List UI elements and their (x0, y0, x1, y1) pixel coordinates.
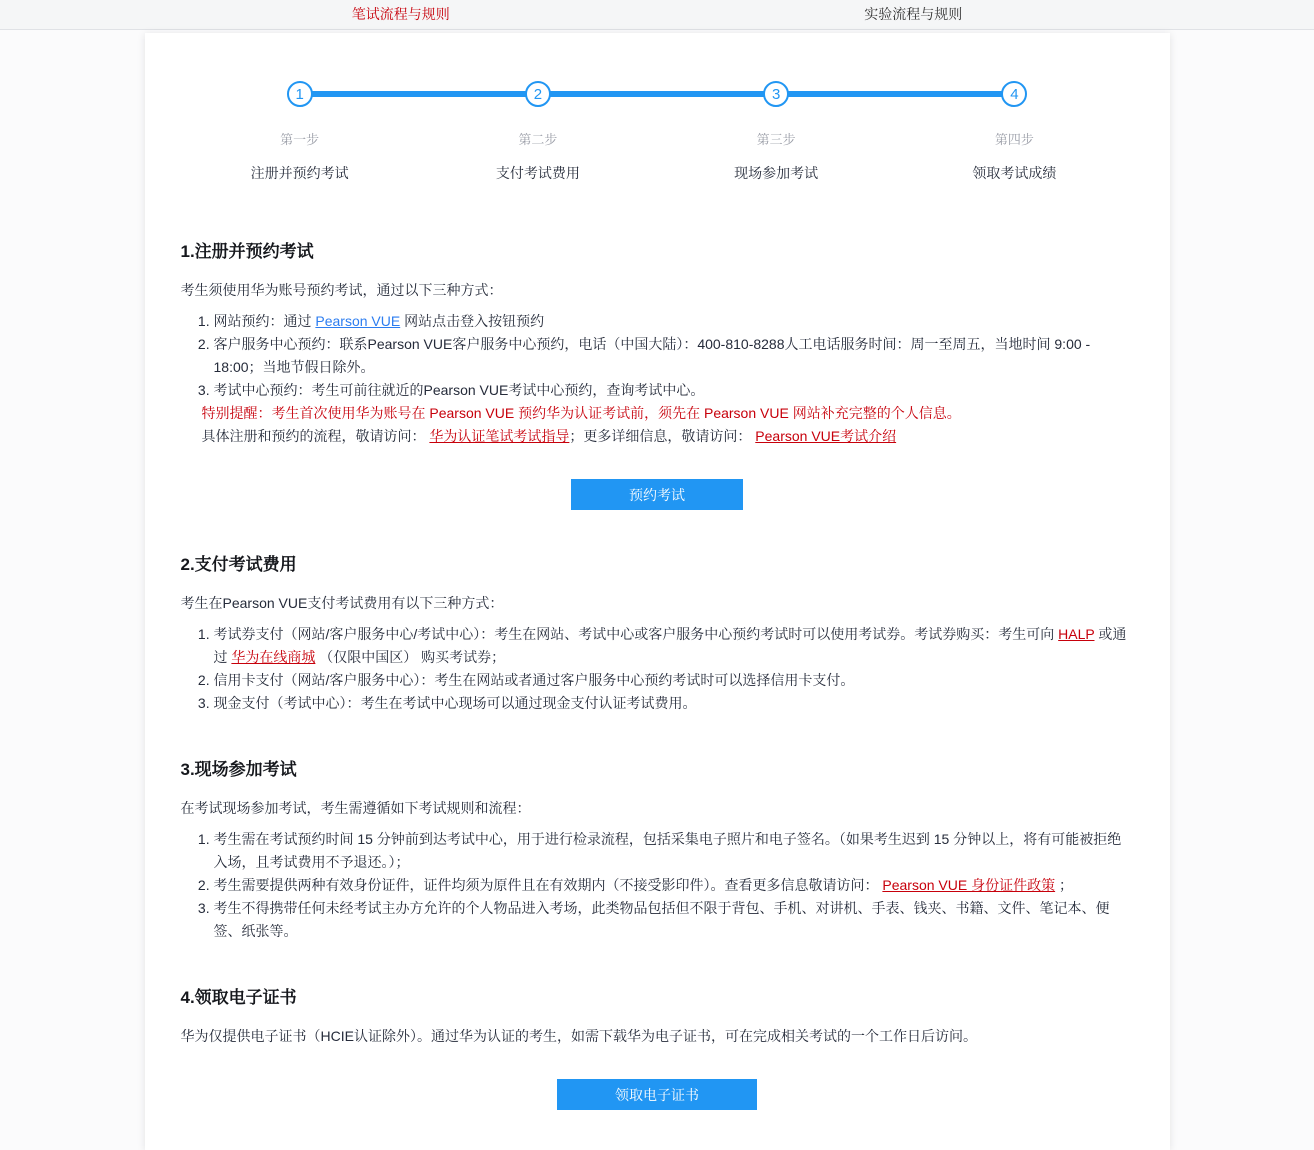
stepper-connector-line (300, 91, 1015, 97)
list-item (214, 623, 1134, 669)
section-intro: 在考试现场参加考试，考生需遵循如下考试规则和流程： (180, 800, 531, 816)
inline-link[interactable]: 华为认证笔试考试指导 (429, 428, 570, 444)
text-segment: 考试中心预约：考生可前往就近的Pearson VUE考试中心预约，查询考试中心。 (213, 382, 705, 398)
text-segment: ；更多详细信息，敬请访问： (569, 428, 756, 444)
text-segment: 或通过 (213, 626, 1127, 665)
text-segment: 网站预约：通过 (213, 313, 316, 329)
book-exam-button[interactable]: 预约考试 (571, 479, 743, 510)
book-exam-button-row (181, 479, 1134, 510)
top-tab-bar-inner (145, 0, 1170, 29)
inline-link[interactable]: 华为在线商城 (231, 649, 316, 665)
list-item (214, 379, 1134, 402)
claim-certificate-button[interactable]: 领取电子证书 (557, 1079, 757, 1110)
text-segment: 考生需要提供两种有效身份证件，证件均须为原件且在有效期内（不接受影印件）。查看更多信息敬请访问： (213, 877, 883, 893)
text-segment: 考试券支付（网站/客户服务中心/考试中心）：考生在网站、考试中心或客户服务中心预约考试时可以使用考试券。考试券购买：考生可向 (213, 626, 1059, 642)
exam-rules-list (181, 828, 1134, 943)
text-segment: 信用卡支付（网站/客户服务中心）：考生在网站或者通过客户服务中心预约考试时可以选择信用卡支付。 (213, 672, 855, 688)
tab-lab-exam-rules[interactable]: 实验流程与规则 (864, 6, 963, 22)
section-title: 3.现场参加考试 (180, 760, 297, 779)
section-pay-exam-fee (181, 550, 1134, 715)
list-item (214, 333, 1134, 379)
text-segment: ； (1055, 877, 1073, 893)
list-item (214, 310, 1134, 333)
section-intro: 华为仅提供电子证书（HCIE认证除外）。通过华为认证的考生，如需下载华为电子证书，可在完成相关考试的一个工作日后访问。 (180, 1028, 977, 1044)
step-2-label: 支付考试费用 (495, 165, 580, 181)
section-intro: 考生须使用华为账号预约考试，通过以下三种方式： (180, 282, 503, 298)
inline-link[interactable]: Pearson VUE (315, 313, 401, 329)
text-segment: 具体注册和预约的流程，敬请访问： (201, 428, 430, 444)
step-3-label: 现场参加考试 (734, 165, 819, 181)
booking-notes (181, 402, 1134, 448)
step-4-sub: 第四步 (994, 132, 1034, 147)
step-1-sub: 第一步 (280, 132, 320, 147)
inline-link[interactable]: Pearson VUE 身份证件政策 (882, 877, 1056, 893)
content-card (145, 33, 1170, 1150)
text-segment: 考生不得携带任何未经考试主办方允许的个人物品进入考场，此类物品包括但不限于背包、手机、对讲机、手表、钱夹、书籍、文件、笔记本、便签、纸张等。 (213, 900, 1110, 939)
section-title: 1.注册并预约考试 (180, 242, 314, 261)
text-segment: 网站点击登入按钮预约 (400, 313, 545, 329)
list-item (214, 897, 1134, 943)
step-3-circle: 3 (763, 81, 789, 107)
section-register-and-book (181, 237, 1134, 510)
step-3-sub: 第三步 (756, 132, 796, 147)
payment-methods-list (181, 623, 1134, 715)
step-4-label: 领取考试成绩 (972, 165, 1057, 181)
section-title: 4.领取电子证书 (180, 988, 297, 1007)
step-2-sub: 第二步 (518, 132, 558, 147)
claim-certificate-button-row (181, 1079, 1134, 1110)
list-item (214, 828, 1134, 874)
list-item (214, 874, 1134, 897)
text-segment: 特别提醒：考生首次使用华为账号在 Pearson VUE 预约华为认证考试前，须先在 Pearson VUE 网站补充完整的个人信息。 (201, 405, 961, 421)
section-attend-exam (181, 755, 1134, 943)
step-1-circle: 1 (287, 81, 313, 107)
text-segment: 考生需在考试预约时间 15 分钟前到达考试中心，用于进行检录流程，包括采集电子照片和电子签名。（如果考生迟到 15 分钟以上，将有可能被拒绝入场，且考试费用不予退还。）； (213, 831, 1122, 870)
section-get-certificate (181, 983, 1134, 1110)
step-1-label: 注册并预约考试 (250, 165, 349, 181)
list-item (214, 669, 1134, 692)
step-4-circle: 4 (1001, 81, 1027, 107)
top-tab-bar (0, 0, 1314, 30)
text-segment: 现金支付（考试中心）：考生在考试中心现场可以通过现金支付认证考试费用。 (213, 695, 697, 711)
section-title: 2.支付考试费用 (180, 555, 297, 574)
section-intro: 考生在Pearson VUE支付考试费用有以下三种方式： (180, 595, 504, 611)
text-segment: （仅限中国区） 购买考试券； (315, 649, 506, 665)
note-line (202, 402, 1134, 425)
booking-methods-list (181, 310, 1134, 402)
text-segment: 客户服务中心预约：联系Pearson VUE客户服务中心预约，电话（中国大陆）：400-810-8288人工电话服务时间：周一至周五，当地时间 9:00 - 18:00；当地节假日除外。 (213, 336, 1095, 375)
inline-link[interactable]: HALP (1058, 626, 1095, 642)
note-line (202, 425, 1134, 448)
step-2-circle: 2 (525, 81, 551, 107)
tab-written-exam-rules[interactable]: 笔试流程与规则 (351, 6, 450, 22)
inline-link[interactable]: Pearson VUE考试介绍 (755, 428, 897, 444)
list-item (214, 692, 1134, 715)
exam-process-stepper (181, 81, 1134, 183)
